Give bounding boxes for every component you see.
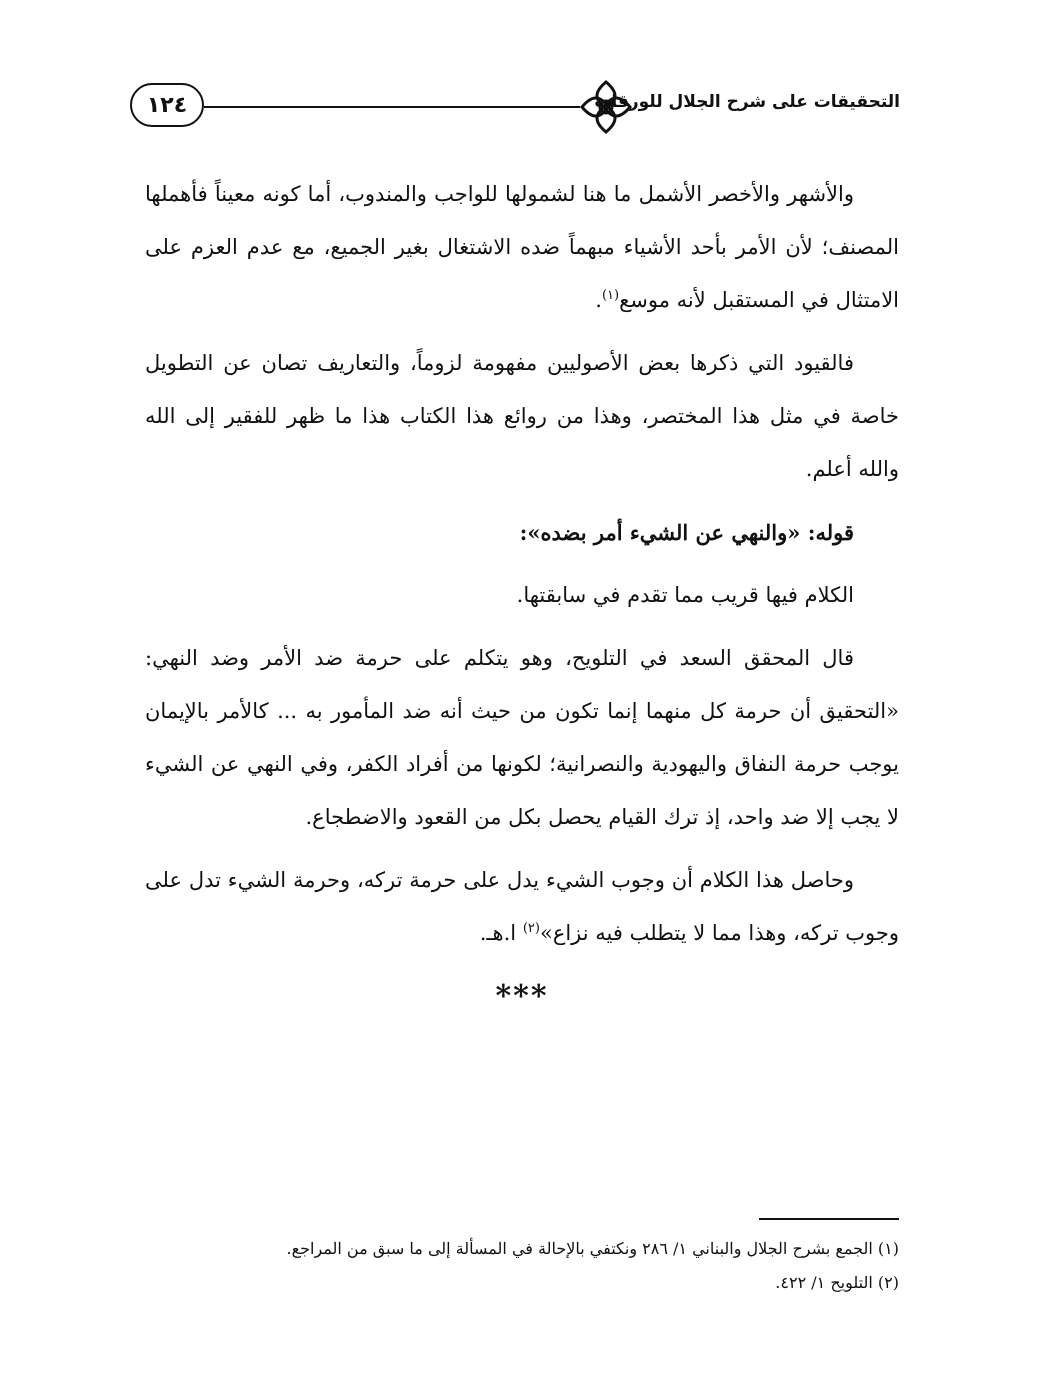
page-header: [130, 78, 900, 138]
footnote-ref[interactable]: (٢): [522, 921, 540, 936]
page-number: ١٢٤: [130, 83, 204, 127]
footnote: (١) الجمع بشرح الجلال والبناني ١/ ٢٨٦ ونكتفي بالإحالة في المسألة إلى ما سبق من المراجع.: [286, 1239, 899, 1258]
paragraph: قال المحقق السعد في التلويح، وهو يتكلم على حرمة ضد الأمر وضد النهي: «التحقيق أن حرمة كل منهما إنما تكون من حيث أنه ضد المأمور به ... كالأمر بالإيمان يوجب حرمة النفاق واليهودية والنصرانية؛ لكونها من أفراد الكفر، وفي النهي عن الشيء لا يجب إلا ضد واحد، إذ ترك القيام يحصل بكل من القعود والاضطجاع.: [145, 646, 899, 829]
footnote-rule: [759, 1218, 899, 1220]
main-text: [145, 168, 899, 1033]
running-title: التحقيقات على شرح الجلال للورقات: [594, 92, 900, 112]
paragraph: فالقيود التي ذكرها بعض الأصوليين مفهومة لزوماً، والتعاريف تصان عن التطويل خاصة في مثل هذا المختصر، وهذا من روائع هذا الكتاب هذا ما ظهر للفقير إلى الله والله أعلم.: [145, 351, 899, 481]
footnote: (٢) التلويح ١/ ٤٢٢.: [775, 1273, 899, 1292]
section-separator: ***: [495, 979, 549, 1014]
section-heading: قوله: «والنهي عن الشيء أمر بضده»:: [519, 520, 854, 545]
footnotes: [145, 1232, 899, 1300]
header-rule: [204, 106, 580, 108]
footnote-ref[interactable]: (١): [601, 288, 620, 303]
paragraph: والأشهر والأخصر الأشمل ما هنا لشمولها للواجب والمندوب، أما كونه معيناً فأهملها المصنف؛ لأن الأمر بأحد الأشياء مبهماً ضده الاشتغال بغير الجميع، مع عدم العزم على الامتثال في المستقبل لأنه موسع$^{(١)}$.: [145, 182, 899, 312]
paragraph: الكلام فيها قريب مما تقدم في سابقتها.: [516, 583, 854, 607]
paragraph: وحاصل هذا الكلام أن وجوب الشيء يدل على حرمة تركه، وحرمة الشيء تدل على وجوب تركه، وهذا مما لا يتطلب فيه نزاع»$^{(٢)}$ ا.هـ.: [145, 868, 899, 945]
